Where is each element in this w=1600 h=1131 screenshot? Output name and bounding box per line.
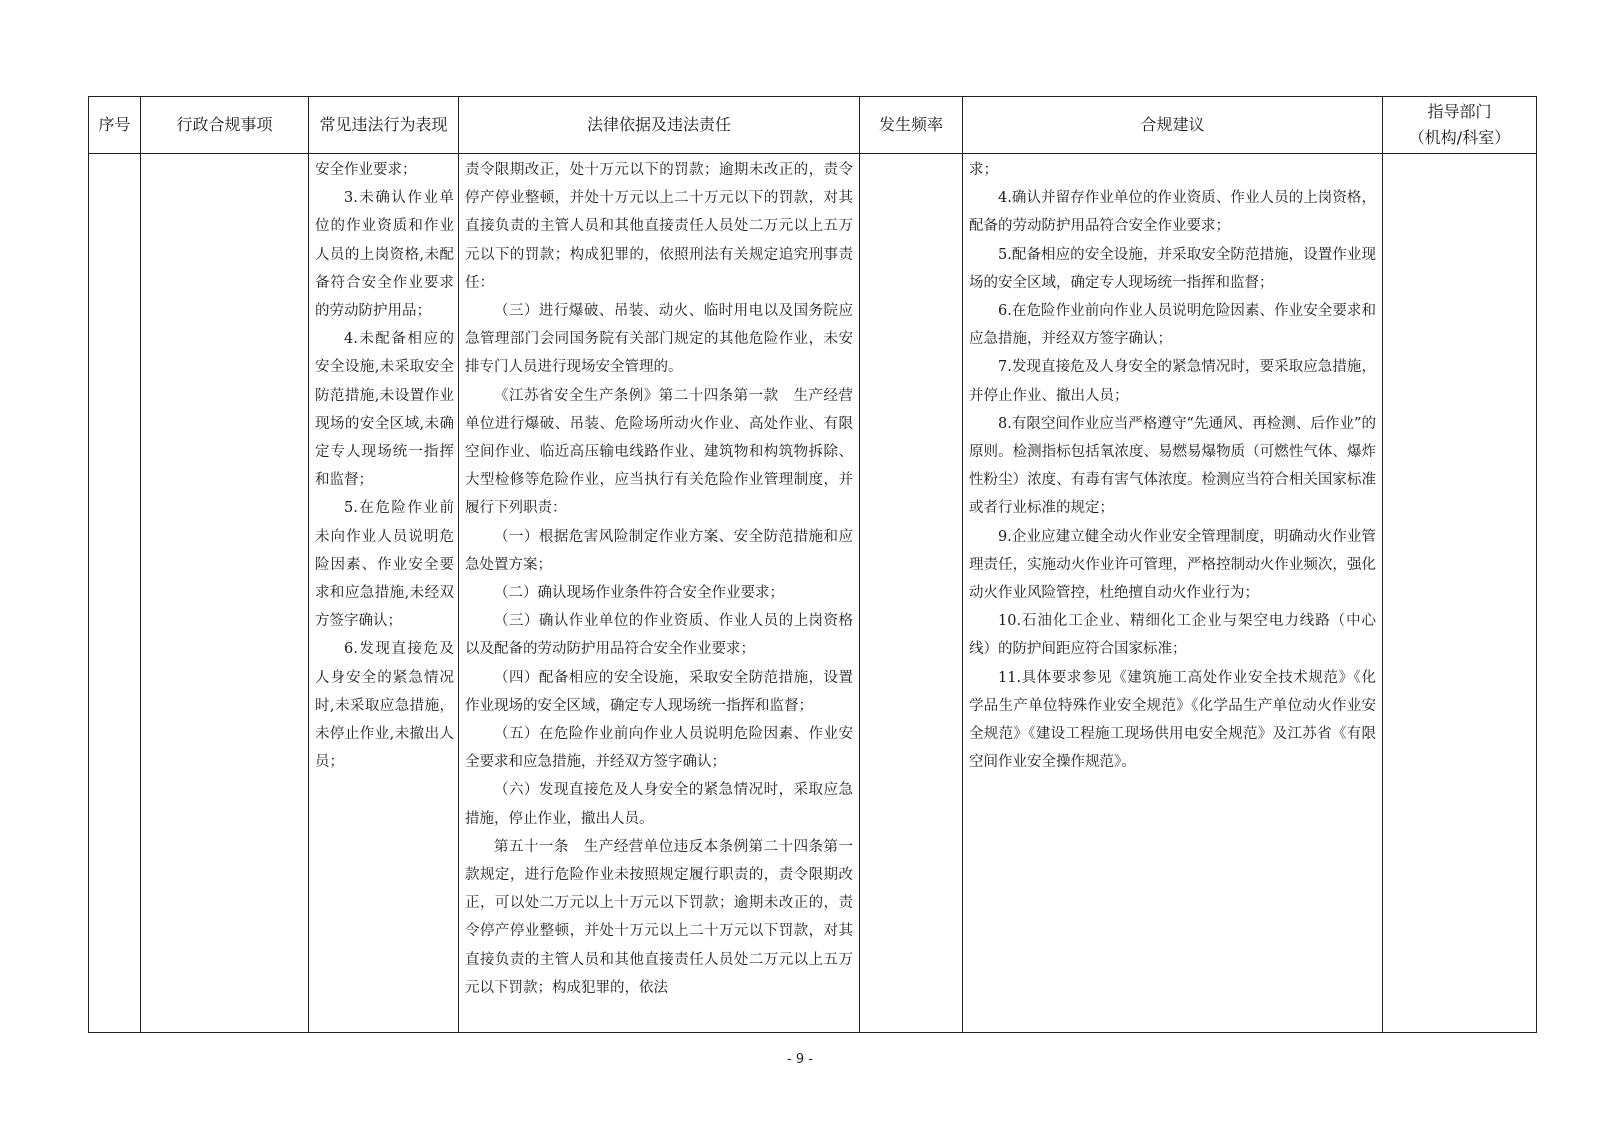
header-row — [89, 97, 1537, 154]
header-advice: 合规建议 — [963, 97, 1383, 154]
cell-seq — [89, 154, 141, 1033]
advice-paragraph: 8.有限空间作业应当严格遵守“先通风、再检测、后作业”的原则。检测指标包括氧浓度、易燃易爆物质（可燃性气体、爆炸性粉尘）浓度、有毒有害气体浓度。检测应当符合相关国家标准或者行业标准的规定； — [969, 415, 1376, 517]
legal-paragraph: 责令限期改正，处十万元以下的罚款；逾期未改正的，责令停产停业整顿，并处十万元以上二十万元以下的罚款，对其直接负责的主管人员和其他直接责任人员处二万元以上五万元以下的罚款；构成犯罪的，依照刑法有关规定追究刑事责任： — [465, 162, 853, 291]
advice-paragraph: 11.具体要求参见《建筑施工高处作业安全技术规范》《化学品生产单位特殊作业安全规范》《化学品生产单位动火作业安全规范》《建设工程施工现场供用电安全规范》及江苏省《有限空间作业安全操作规范》。 — [969, 669, 1376, 771]
legal-paragraph: （三）确认作业单位的作业资质、作业人员的上岗资格以及配备的劳动防护用品符合安全作业要求； — [465, 613, 853, 658]
behavior-paragraph: 3.未确认作业单位的作业资质和作业人员的上岗资格,未配备符合安全作业要求的劳动防护用品； — [315, 190, 454, 320]
behavior-paragraph: 4.未配备相应的安全设施,未采取安全防范措施,未设置作业现场的安全区域,未确定专人现场统一指挥和监督； — [315, 331, 454, 489]
advice-paragraph: 9.企业应建立健全动火作业安全管理制度，明确动火作业管理责任，实施动火作业许可管理，严格控制动火作业频次，强化动火作业风险管控，杜绝擅自动火作业行为； — [969, 528, 1376, 602]
compliance-table — [88, 96, 1537, 1033]
cell-legal — [459, 154, 860, 1033]
header-behavior: 常见违法行为表现 — [309, 97, 459, 154]
cell-advice — [963, 154, 1383, 1033]
advice-paragraph: 7.发现直接危及人身安全的紧急情况时，要采取应急措施，并停止作业、撤出人员； — [969, 359, 1376, 404]
legal-paragraph: 第五十一条 生产经营单位违反本条例第二十四条第一款规定，进行危险作业未按照规定履行职责的，责令限期改正，可以处二万元以上十万元以下罚款；逾期未改正的，责令停产停业整顿，并处十万元以上二十万元以下罚款，对其直接负责的主管人员和其他直接责任人员处二万元以上五万元以下罚款；构成犯罪的，依法 — [465, 838, 853, 996]
legal-paragraph: （二）确认现场作业条件符合安全作业要求； — [494, 585, 784, 602]
header-dept — [1383, 97, 1537, 154]
advice-paragraph: 4.确认并留存作业单位的作业资质、作业人员的上岗资格，配备的劳动防护用品符合安全作业要求； — [969, 190, 1376, 235]
cell-frequency — [860, 154, 963, 1033]
table-row — [89, 154, 1537, 1033]
advice-paragraph: 5.配备相应的安全设施，并采取安全防范措施，设置作业现场的安全区域，确定专人现场统一指挥和监督； — [969, 246, 1376, 291]
advice-paragraph: 6.在危险作业前向作业人员说明危险因素、作业安全要求和应急措施，并经双方签字确认； — [969, 303, 1376, 348]
advice-paragraph: 求； — [969, 162, 998, 178]
legal-paragraph: （四）配备相应的安全设施，采取安全防范措施，设置作业现场的安全区域，确定专人现场统一指挥和监督； — [465, 669, 853, 714]
header-legal: 法律依据及违法责任 — [459, 97, 860, 154]
legal-paragraph: （一）根据危害风险制定作业方案、安全防范措施和应急处置方案； — [465, 528, 853, 573]
behavior-paragraph: 5.在危险作业前未向作业人员说明危险因素、作业安全要求和应急措施,未经双方签字确认； — [315, 500, 454, 630]
behavior-paragraph: 6.发现直接危及人身安全的紧急情况时,未采取应急措施，未停止作业,未撤出人员； — [315, 641, 454, 771]
legal-paragraph: （五）在危险作业前向作业人员说明危险因素、作业安全要求和应急措施，并经双方签字确认； — [465, 726, 853, 771]
header-dept-line2: （机构/科室） — [1408, 128, 1511, 147]
advice-paragraph: 10.石油化工企业、精细化工企业与架空电力线路（中心线）的防护间距应符合国家标准； — [969, 613, 1376, 658]
behavior-paragraph: 安全作业要求； — [315, 162, 417, 178]
cell-behavior — [309, 154, 459, 1033]
cell-dept — [1383, 154, 1537, 1033]
header-item: 行政合规事项 — [141, 97, 309, 154]
page-number: - 9 - — [787, 1052, 813, 1067]
legal-paragraph: （六）发现直接危及人身安全的紧急情况时，采取应急措施，停止作业，撤出人员。 — [465, 782, 853, 827]
legal-paragraph: （三）进行爆破、吊装、动火、临时用电以及国务院应急管理部门会同国务院有关部门规定的其他危险作业，未安排专门人员进行现场安全管理的。 — [465, 303, 853, 376]
header-dept-line1: 指导部门 — [1427, 102, 1492, 121]
header-seq: 序号 — [89, 97, 141, 154]
legal-paragraph: 《江苏省安全生产条例》第二十四条第一款 生产经营单位进行爆破、吊装、危险场所动火作业、高处作业、有限空间作业、临近高压输电线路作业、建筑物和构筑物拆除、大型检修等危险作业，应当执行有关危险作业管理制度，并履行下列职责： — [465, 387, 853, 517]
cell-item — [141, 154, 309, 1033]
header-frequency: 发生频率 — [860, 97, 963, 154]
